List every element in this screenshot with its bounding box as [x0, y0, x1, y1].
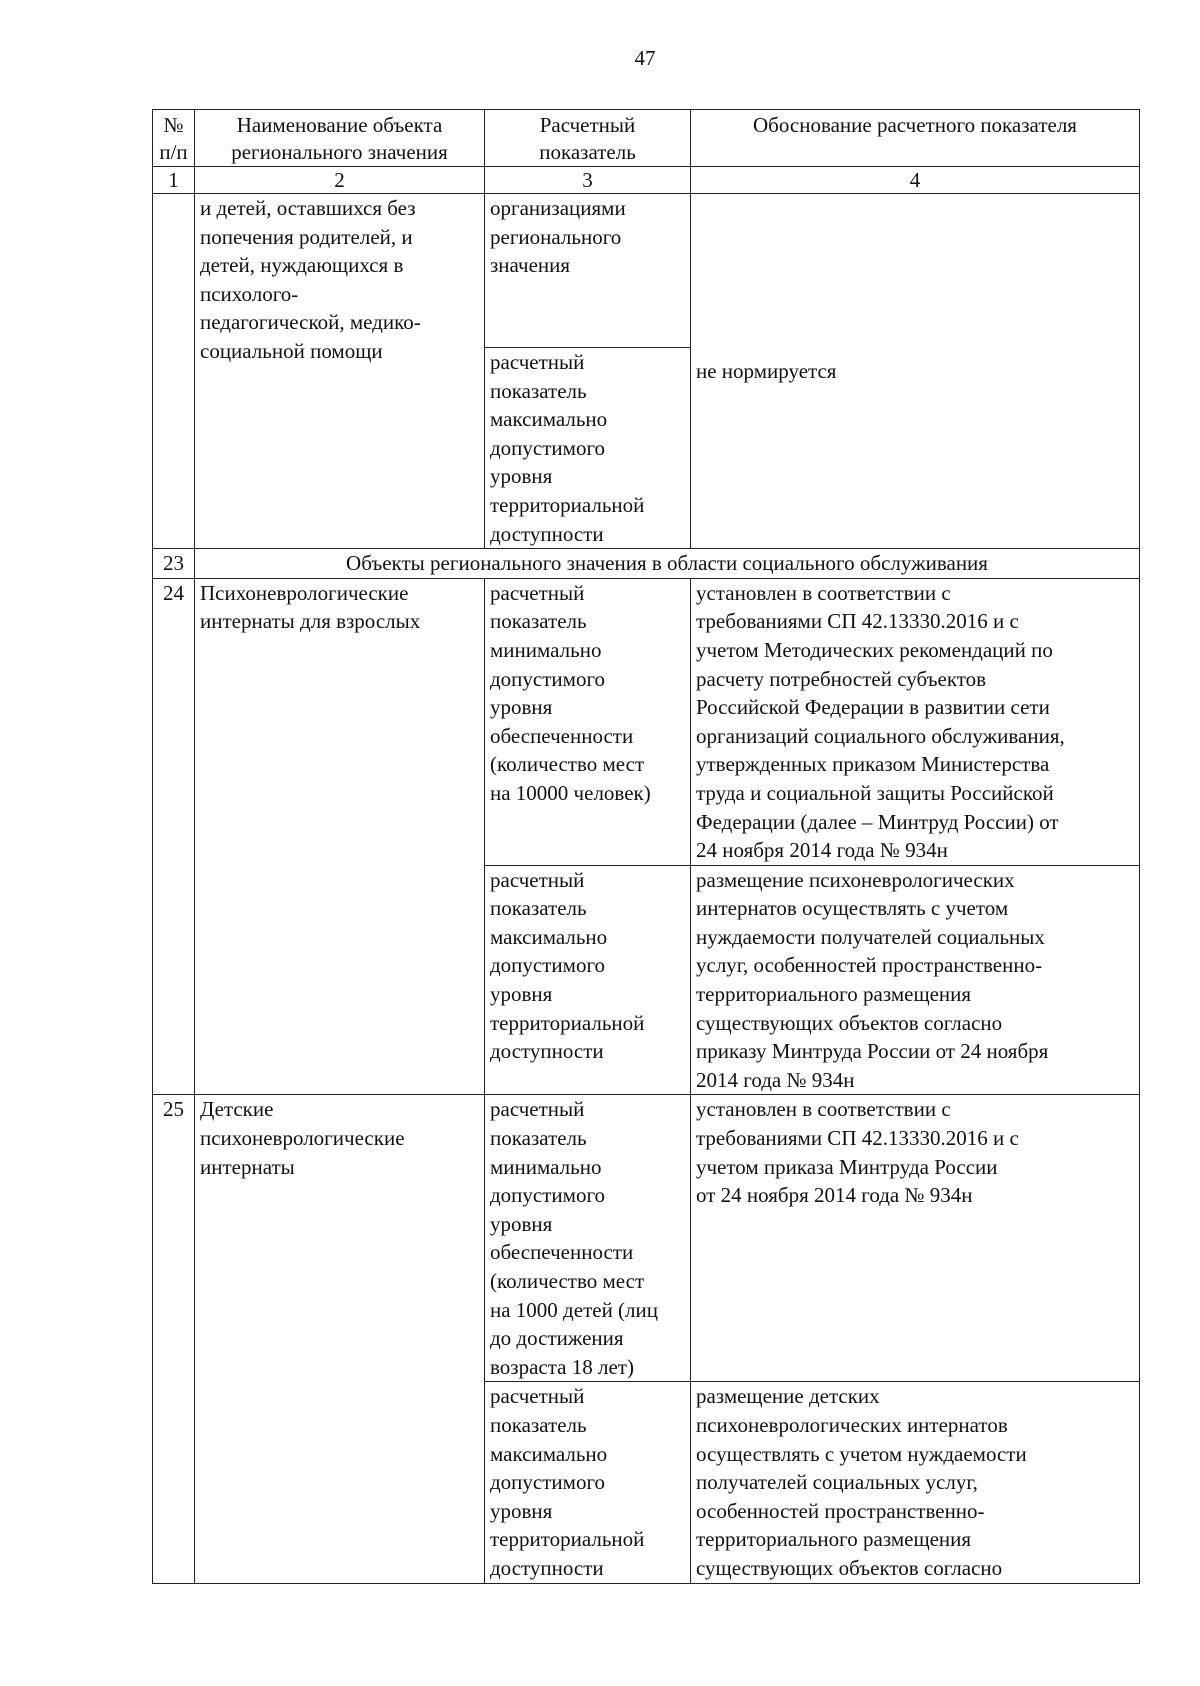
column-index-2: 2 [195, 167, 485, 194]
justification-text: установлен в соответствии с требованиями СП 42.13330.2016 и с учетом приказа Минтруда России от 24 ноября 2014 года № 934н [691, 1095, 1140, 1382]
row-num: 25 [153, 1095, 195, 1583]
table-row [153, 194, 1140, 348]
indicator-text: расчетный показатель максимально допустимого уровня территориальной доступности [485, 865, 691, 1095]
header-object-name: Наименование объекта регионального значения [195, 110, 485, 167]
regional-objects-table [152, 109, 1140, 1584]
section-row [153, 549, 1140, 579]
table-header-row [153, 110, 1140, 167]
indicator-text: организациями регионального значения [485, 194, 691, 348]
table-row [153, 578, 1140, 865]
row-num: 24 [153, 578, 195, 1095]
header-justification: Обоснование расчетного показателя [691, 110, 1140, 167]
column-index-row [153, 167, 1140, 194]
object-name: и детей, оставшихся без попечения родителей, и детей, нуждающихся в психолого- педагогической, медико- социальной помощи [195, 194, 485, 549]
row-num: 23 [153, 549, 195, 579]
justification-text: размещение психоневрологических интернатов осуществлять с учетом нуждаемости получателей социальных услуг, особенностей пространственно- территориального размещения существующих объектов согласно приказу Минтруда России от 24 ноября 2014 года № 934н [691, 865, 1140, 1095]
indicator-text: расчетный показатель максимально допустимого уровня территориальной доступности [485, 1382, 691, 1583]
page-number: 47 [634, 46, 656, 70]
section-title: Объекты регионального значения в области социального обслуживания [195, 549, 1140, 579]
column-index-3: 3 [485, 167, 691, 194]
column-index-1: 1 [153, 167, 195, 194]
row-num-empty [153, 194, 195, 549]
indicator-text: расчетный показатель минимально допустимого уровня обеспеченности (количество мест на 1000 детей (лиц до достижения возраста 18 лет) [485, 1095, 691, 1382]
indicator-text: расчетный показатель минимально допустимого уровня обеспеченности (количество мест на 10000 человек) [485, 578, 691, 865]
justification-text: установлен в соответствии с требованиями СП 42.13330.2016 и с учетом Методических рекомендаций по расчету потребностей субъектов Российской Федерации в развитии сети организаций социального обслуживания, утвержденных приказом Министерства труда и социальной защиты Российской Федерации (далее – Минтруд России) от 24 ноября 2014 года № 934н [691, 578, 1140, 865]
justification-text: размещение детских психоневрологических интернатов осуществлять с учетом нуждаемости получателей социальных услуг, особенностей пространственно- территориального размещения существующих объектов согласно [691, 1382, 1140, 1583]
header-indicator: Расчетный показатель [485, 110, 691, 167]
column-index-4: 4 [691, 167, 1140, 194]
header-num: № п/п [153, 110, 195, 167]
indicator-text: расчетный показатель максимально допустимого уровня территориальной доступности [485, 348, 691, 549]
table-row [153, 1095, 1140, 1382]
object-name: Психоневрологические интернаты для взрослых [195, 578, 485, 1095]
justification-text: не нормируется [691, 194, 1140, 549]
object-name: Детские психоневрологические интернаты [195, 1095, 485, 1583]
